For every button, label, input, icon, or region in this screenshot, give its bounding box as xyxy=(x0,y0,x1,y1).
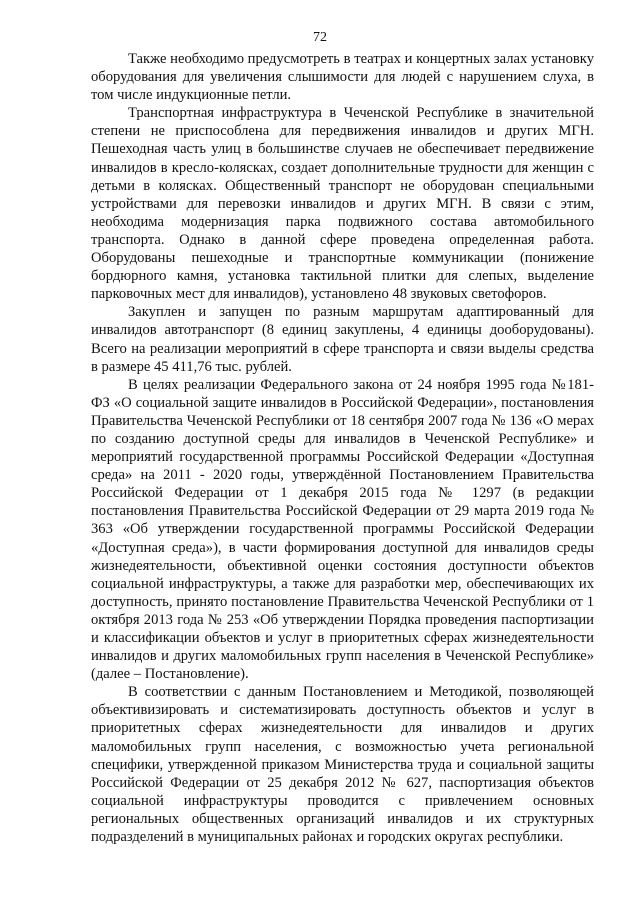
paragraph-adapted-vehicles: Закуплен и запущен по разным маршрутам адаптированный для инвалидов автотранспорт (8 единиц закуплены, 4 единицы дооборудованы). Всего на реализации мероприятий в сфере транспорта и связи выделы средства в размере 45 411,76 тыс. рублей. xyxy=(91,304,594,375)
paragraph-federal-law: В целях реализации Федерального закона от 24 ноября 1995 года №181-ФЗ «О социальной защите инвалидов в Российской Федерации», постановления Правительства Чеченской Республики от 18 сентября 2007 года № 136 «О мерах по созданию доступной среды для инвалидов в Чеченской Республике» и мероприятий государственной программы Российской Федерации «Доступная среда» на 2011 - 2020 годы, утверждённой Постановлением Правительства Российской Федерации от 1 декабря 2015 года № 1297 (в редакции постановления Правительства Российской Федерации от 29 марта 2019 года № 363 «Об утверждении государственной программы Российской Федерации «Доступная среда»), в части формирования доступной для инвалидов среды жизнедеятельности, объективной оценки состояния доступности объектов социальной инфраструктуры, а также для разработки мер, обеспечивающих их доступность, принято постановление Правительства Чеченской Республики от 1 октября 2013 года № 253 «Об утверждении Порядка проведения паспортизации и классификации объектов и услуг в приоритетных сферах жизнедеятельности инвалидов и других маломобильных групп населения в Чеченской Республике» (далее – Постановление). xyxy=(91,376,594,683)
paragraph-passportization: В соответствии с данным Постановлением и Методикой, позволяющей объективизировать и систематизировать доступность объектов и услуг в приоритетных сферах жизнедеятельности для инвалидов и других маломобильных групп населения, с возможностью учета региональной специфики, утвержденной приказом Министерства труда и социальной защиты Российской Федерации от 25 декабря 2012 № 627, паспортизация объектов социальной инфраструктуры проводится с привлечением основных региональных общественных организаций инвалидов и их структурных подразделений в муниципальных районах и городских округах республики. xyxy=(91,684,594,846)
page-number: 72 xyxy=(313,30,327,45)
paragraph-transport-infrastructure: Транспортная инфраструктура в Чеченской Республике в значительной степени не приспособлена для передвижения инвалидов и других МГН. Пешеходная часть улиц в большинстве случаев не обеспечивает передвижение инвалидов в кресло-колясках, создает дополнительные трудности для женщин с детьми в колясках. Общественный транспорт не оборудован специальными устройствами для перевозки инвалидов и других МГН. В связи с этим, необходима модернизация парка подвижного состава автомобильного транспорта. Однако в данной сфере проведена определенная работа. Оборудованы пешеходные и транспортные коммуникации (понижение бордюрного камня, установка тактильной плитки для слепых, выделение парковочных мест для инвалидов), установлено 48 звуковых светофоров. xyxy=(91,105,594,303)
document-body xyxy=(91,50,594,846)
paragraph-hearing-equipment: Также необходимо предусмотреть в театрах и концертных залах установку оборудования для увеличения слышимости для людей с нарушением слуха, в том числе индукционные петли. xyxy=(91,51,594,104)
